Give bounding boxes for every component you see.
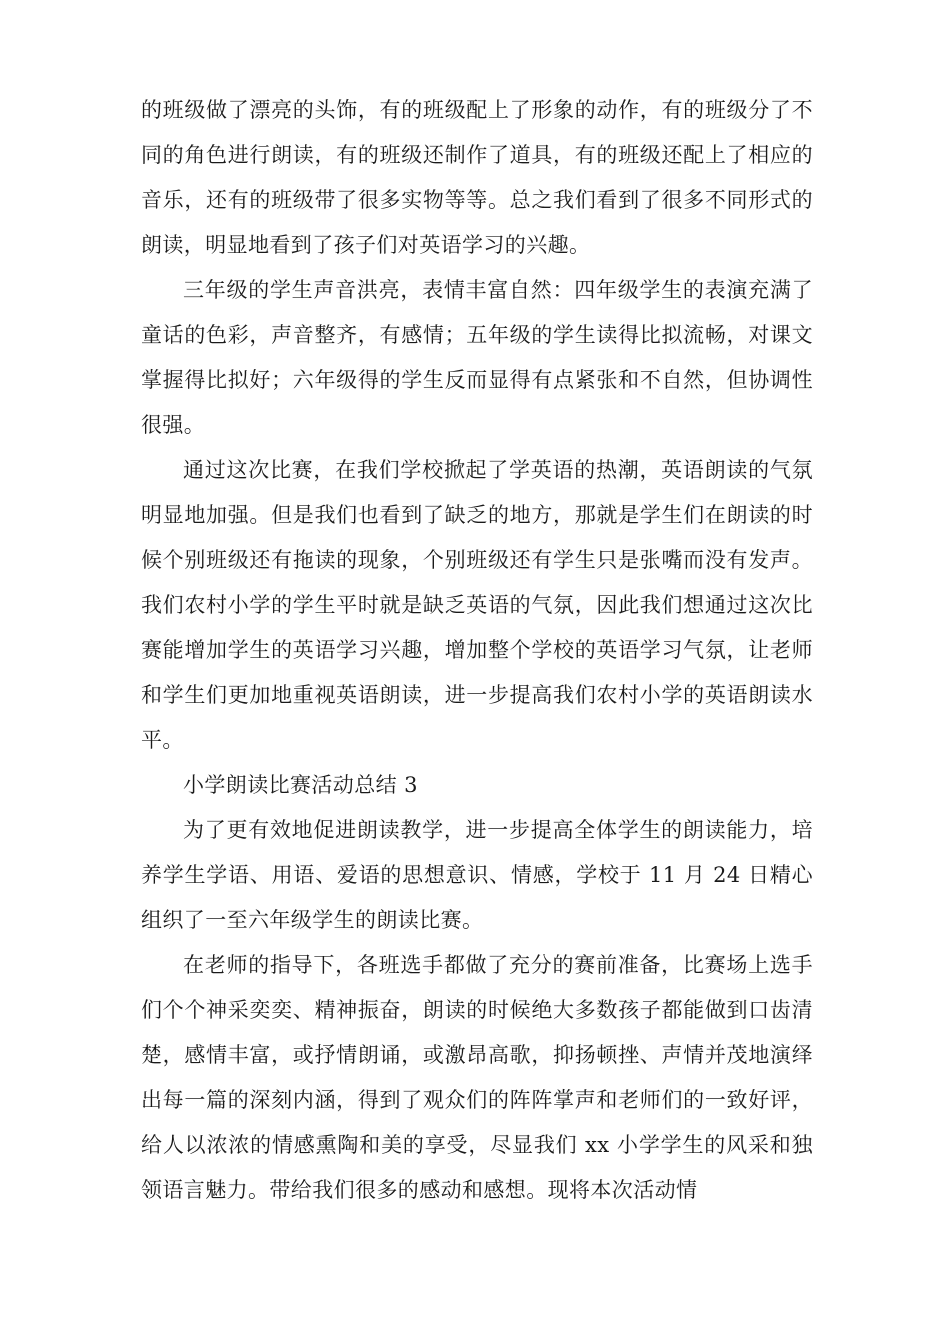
paragraph-continued: 的班级做了漂亮的头饰，有的班级配上了形象的动作，有的班级分了不同的角色进行朗读，有的班级还制作了道具，有的班级还配上了相应的音乐，还有的班级带了很多实物等等。总之我们看到了很多不同形式的朗读，明显地看到了孩子们对英语学习的兴趣。 [141,98,813,257]
paragraph-competition-effect: 通过这次比赛，在我们学校掀起了学英语的热潮，英语朗读的气氛明显地加强。但是我们也看到了缺乏的地方，那就是学生们在朗读的时候个别班级还有拖读的现象，个别班级还有学生只是张嘴而没有发声。我们农村小学的学生平时就是缺乏英语的气氛，因此我们想通过这次比赛能增加学生的英语学习兴趣，增加整个学校的英语学习气氛，让老师和学生们更加地重视英语朗读，进一步提高我们农村小学的英语朗读水平。 [141,458,813,752]
section-heading: 小学朗读比赛活动总结 3 [183,773,418,797]
paragraph-grade-performance: 三年级的学生声音洪亮，表情丰富自然：四年级学生的表演充满了童话的色彩，声音整齐，有感情；五年级的学生读得比拟流畅，对课文掌握得比拟好；六年级得的学生反而显得有点紧张和不自然，但协调性很强。 [141,278,813,437]
document-body [141,88,813,1213]
paragraph-competition-details: 在老师的指导下，各班选手都做了充分的赛前准备，比赛场上选手们个个神采奕奕、精神振奋，朗读的时候绝大多数孩子都能做到口齿清楚，感情丰富，或抒情朗诵，或激昂高歌，抑扬顿挫、声情并茂地演绎出每一篇的深刻内涵，得到了观众们的阵阵掌声和老师们的一致好评，给人以浓浓的情感熏陶和美的享受，尽显我们 xx 小学学生的风采和独领语言魅力。带给我们很多的感动和感想。现将本次活动情 [141,953,813,1202]
paragraph-purpose: 为了更有效地促进朗读教学，进一步提高全体学生的朗读能力，培养学生学语、用语、爱语的思想意识、情感，学校于 11 月 24 日精心组织了一至六年级学生的朗读比赛。 [141,818,813,932]
